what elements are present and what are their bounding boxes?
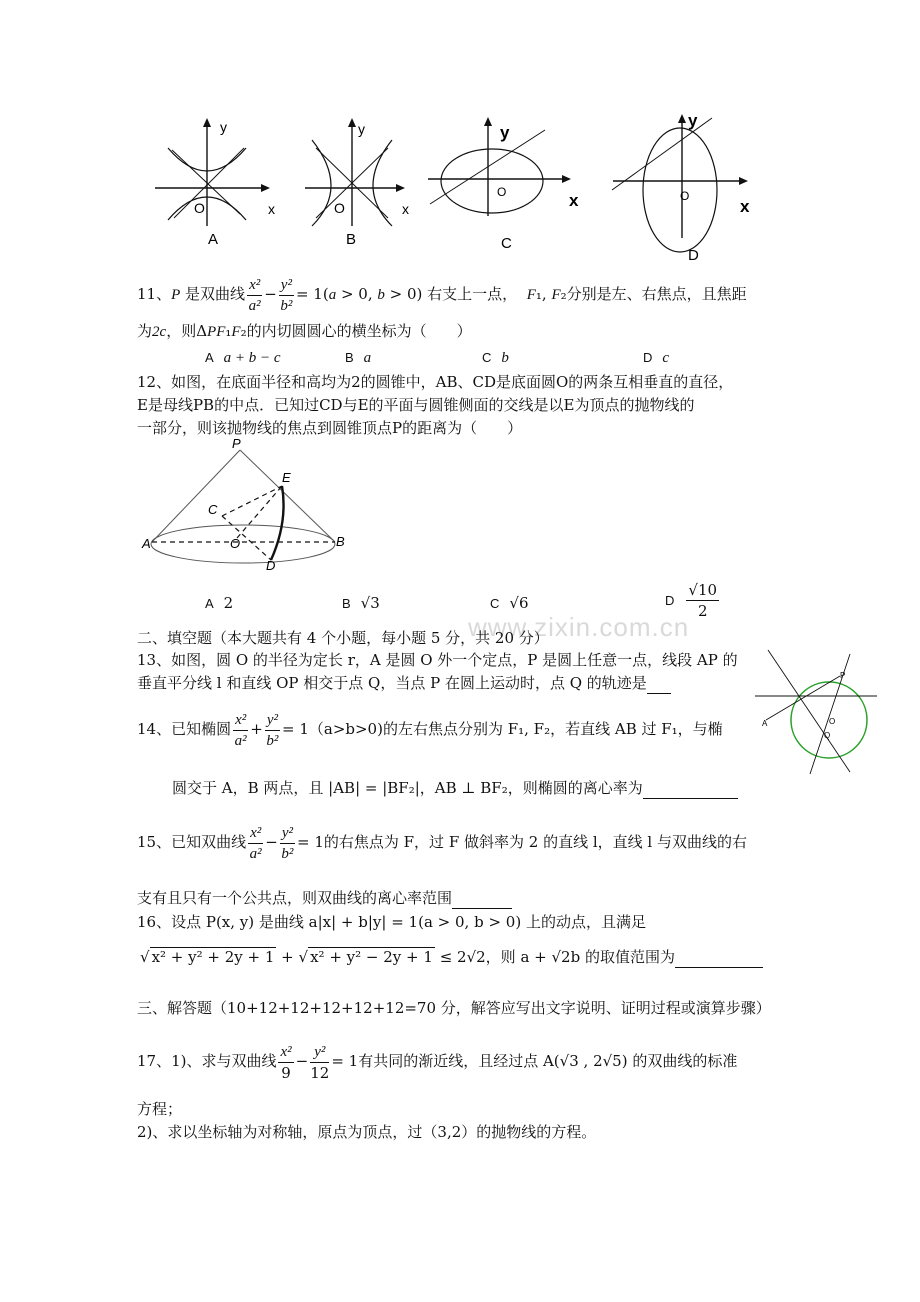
figure-a-hyperbola [150, 118, 280, 250]
circle-figure [752, 648, 882, 778]
q14-answer-blank[interactable] [643, 782, 738, 799]
cone-label-e: E [282, 470, 291, 485]
q12-line3: 一部分，则该抛物线的焦点到圆锥顶点P的距离为（ ） [137, 419, 523, 437]
q17-line1: 17、1)、求与双曲线 $\frac{\text{x²}}{9}$ − $\frac{\text{y²}}{12}$ = 1有共同的渐近线，且经过点 A(√3 , 2√5) 的双曲线的标准 [137, 1043, 738, 1082]
figure-d-ellipse [608, 108, 758, 266]
q16-line1: 16、设点 P(x, y) 是曲线 a|x| + b|y| = 1(a > 0, b > 0) 上的动点，且满足 [137, 913, 646, 931]
origin-label: O [497, 185, 507, 199]
q12-option-d: D $\frac{√10}{2}$ [665, 581, 718, 620]
q13-line2: 垂直平分线 l 和直线 OP 相交于点 Q，当点 P 在圆上运动时，点 Q 的轨迹是 [137, 672, 671, 694]
frac-y2-b2: $\frac{\text{y²}}{\text{b²}}$ [280, 276, 293, 314]
q16-answer-blank[interactable] [675, 951, 763, 968]
q11-line2: 为2c，则ΔPF₁F₂的内切圆圆心的横坐标为（ ） [137, 322, 472, 340]
x-label: x [402, 201, 409, 217]
cone-label-c: C [208, 502, 218, 517]
figure-d-label: D [688, 247, 699, 264]
q11-option-c: C b [482, 350, 509, 366]
cone-label-a: A [142, 536, 151, 551]
q11-option-a: A a + b − c [205, 350, 281, 366]
x-label: x [569, 191, 579, 210]
q14-line2: 圆交于 A，B 两点，且 |AB| = |BF₂|，AB ⊥ BF₂，则椭圆的离心率为 [172, 777, 738, 799]
figure-b-label: B [346, 231, 357, 248]
q15-line2: 支有且只有一个公共点，则双曲线的离心率范围 [137, 887, 512, 909]
q11-number: 11、 [137, 285, 172, 303]
q12-option-b: B √3 [342, 594, 380, 612]
x-label: x [268, 201, 275, 217]
cone-label-p: P [232, 438, 241, 451]
section2-heading: 二、填空题（本大题共有 4 个小题，每小题 5 分，共 20 分） [137, 629, 549, 647]
y-label: y [688, 111, 698, 130]
figure-b-hyperbola [300, 118, 425, 250]
q11-text-b: 右支上一点， [427, 285, 518, 303]
cone-figure [140, 438, 350, 573]
q11-option-d: D c [643, 350, 670, 366]
circle-label-a: A [762, 719, 768, 728]
q11-line1: 11、P 是双曲线 $\frac{\text{x²}}{\text{a²}}$ − $\frac{\text{y²}}{\text{b²}}$ = 1(a > 0, b > 0) 右支上一点， F₁, F₂分别是左、右焦点，且焦距 [137, 276, 747, 314]
x-label: x [740, 197, 750, 216]
q15-line1: 15、已知双曲线 $\frac{\text{x²}}{\text{a²}}$ − $\frac{\text{y²}}{\text{b²}}$ = 1的右焦点为 F，过 F 做斜率为 2 的直线 l，直线 l 与双曲线的右 [137, 824, 747, 862]
figure-a-label: A [208, 231, 219, 248]
q12-option-a: A 2 [205, 594, 234, 612]
q11-text-d: 为 [137, 322, 153, 340]
q11-text-e: ，则 [166, 322, 197, 340]
origin-label: O [194, 200, 205, 216]
q11-text-c: 分别是左、右焦点，且焦距 [566, 285, 747, 303]
watermark: www.zixin.com.cn [468, 612, 690, 642]
q13-answer-blank[interactable] [647, 677, 671, 694]
frac-x2-a2: $\frac{\text{x²}}{\text{a²}}$ [248, 276, 261, 314]
cone-label-b: B [336, 534, 345, 549]
q15-answer-blank[interactable] [452, 892, 512, 909]
point-p: P [171, 287, 181, 303]
cone-label-d: D [266, 558, 276, 573]
figure-c-label: C [501, 235, 512, 252]
circle-label-p: P [840, 671, 846, 680]
q17-line2: 方程； [137, 1100, 183, 1118]
origin-label: O [680, 189, 690, 203]
y-label: y [220, 119, 227, 135]
q16-line2: √ x² + y² + 2y + 1 + √ x² + y² − 2y + 1 ≤ 2√2，则 a + √2b 的取值范围为 [140, 946, 763, 968]
q14-line1: 14、已知椭圆 $\frac{\text{x²}}{\text{a²}}$ + $\frac{\text{y²}}{\text{b²}}$ = 1（a>b>0)的左右焦点分别为 F₁, F₂，若直线 AB 过 F₁，与椭 [137, 711, 723, 749]
q13-line1: 13、如图，圆 O 的半径为定长 r，A 是圆 O 外一个定点，P 是圆上任意一点，线段 AP 的 [137, 651, 738, 669]
cone-label-o: O [230, 536, 241, 551]
q12-option-c: C √6 [490, 594, 529, 612]
origin-label: O [334, 200, 345, 216]
q11-option-b: B a [345, 350, 372, 366]
q11-text-f: 的内切圆圆心的横坐标为（ ） [246, 322, 472, 340]
circle-label-q: Q [824, 731, 831, 740]
y-label: y [500, 123, 510, 142]
q12-line2: E是母线PB的中点．已知过CD与E的平面与圆锥侧面的交线是以E为顶点的抛物线的 [137, 396, 695, 414]
figure-c-ellipse [425, 112, 590, 257]
q17-line3: 2)、求以坐标轴为对称轴，原点为顶点，过（3,2）的抛物线的方程。 [137, 1123, 597, 1141]
y-label: y [358, 121, 365, 137]
circle-label-o: O [829, 717, 836, 726]
section3-heading: 三、解答题（10+12+12+12+12+12=70 分，解答应写出文字说明、证明过程或演算步骤） [137, 999, 771, 1017]
q11-text-a: 是双曲线 [185, 285, 246, 303]
q12-line1: 12、如图，在底面半径和高均为2的圆锥中，AB、CD是底面圆O的两条互相垂直的直径， [137, 373, 734, 391]
